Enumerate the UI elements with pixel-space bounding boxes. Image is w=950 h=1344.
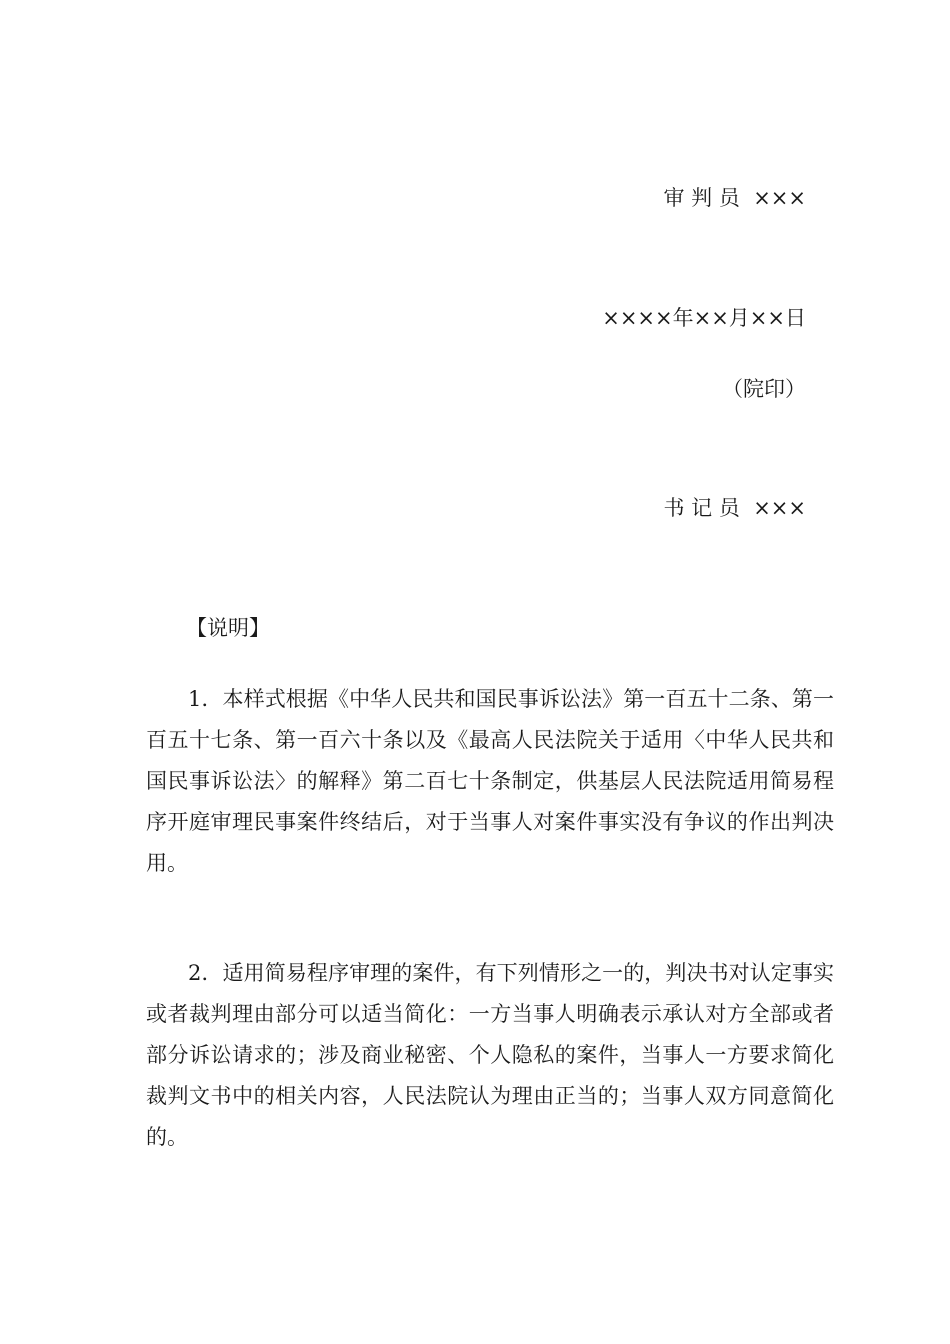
note-paragraph-2: 2．适用简易程序审理的案件，有下列情形之一的，判决书对认定事实或者裁判理由部分可以适当简化：一方当事人明确表示承认对方全部或者部分诉讼请求的；涉及商业秘密、个人隐私的案件，当事人一方要求简化裁判文书中的相关内容，人民法院认为理由正当的；当事人双方同意简化的。 [146,961,834,1149]
court-seal-label: （院印） [722,377,806,401]
note-paragraph-1: 1．本样式根据《中华人民共和国民事诉讼法》第一百五十二条、第一百五十七条、第一百六十条以及《最高人民法院关于适用〈中华人民共和国民事诉讼法〉的解释》第二百七十条制定，供基层人民法院适用简易程序开庭审理民事案件终结后，对于当事人对案件事实没有争议的作出判决用。 [146,687,834,875]
notes-title: 【说明】 [186,616,270,640]
clerk-signature: 书 记 员 ××× [663,496,806,520]
judgment-date: ××××年××月××日 [602,306,806,330]
judge-signature: 审 判 员 ××× [663,186,806,210]
